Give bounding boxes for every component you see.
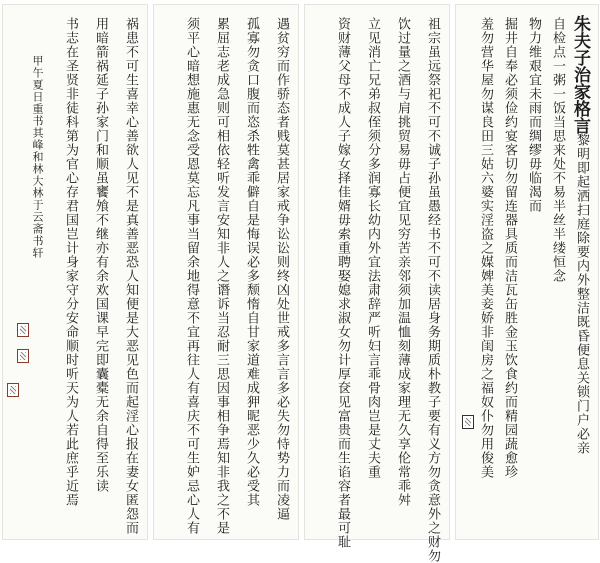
calligraphy-column: 饮过量之酒与肩挑贸易毋占便宜见穷苦亲邻须加温恤刻薄成家理无久享伦常乖舛 (395, 17, 410, 507)
calligraphy-column: 孤寡勿贪口腹而恣杀牲禽乖僻自是悔误必多颓惰自甘家道难成狎昵恶少久必受其 (244, 17, 259, 507)
calligraphy-column: 自检点一粥一饭当思来处不易半丝半缕恒念 (550, 17, 565, 283)
calligraphy-column: 书志在圣贤非徒科第为官心存君国岂计身家守分安命顺时听天为人若此庶乎近焉 (63, 17, 78, 507)
signature-inscription: 甲午夏日重书其峰和林大林于云斋书轩 (31, 55, 44, 259)
calligraphy-column: 掘井自奉必须俭约宴客切勿留连器具质而洁瓦缶胜金玉饮食约而精园蔬愈珍 (502, 17, 517, 479)
calligraphy-column: 羞勿营华屋勿谋良田三姑六婆实淫盗之媒婢美妾娇非闺房之福奴仆勿用俊美 (478, 17, 493, 479)
seal-stamp (7, 383, 19, 397)
calligraphy-column: 累屈志老成急则可相依轻听发言安知非人之谮诉当忍耐三思因事相争焉知非我之不是 (214, 17, 229, 535)
calligraphy-column: 资财薄父母不成人子嫁女择佳婿毋索重聘娶媳求淑女勿计厚奁见富贵而生谄容者最可耻 (335, 17, 350, 549)
calligraphy-column: 物力维艰宜未雨而绸缪毋临渴而 (526, 17, 541, 213)
calligraphy-column: 祖宗虽远祭祀不可不诚子孙虽愚经书不可不读居身务期质朴教子要有义方勿贪意外之财勿 (425, 17, 440, 563)
calligraphy-column: 立见消亡兄弟叔侄须分多润寡长幼内外宜法肃辞严听妇言乖骨肉岂是丈夫重 (365, 17, 380, 479)
seal-stamp (462, 415, 474, 429)
calligraphy-column: 须平心暗想施惠无念受恩莫忘凡事当留余地得意不宜再往人有喜庆不可生妒忌心人有 (184, 17, 199, 535)
calligraphy-column: 黎明即起洒扫庭除要内外整洁既昏便息关锁门户必亲 (574, 133, 589, 455)
seal-stamp (17, 349, 29, 363)
scroll-panel-1 (455, 4, 599, 540)
scroll-panel-4 (2, 4, 148, 540)
scroll-panel-2 (304, 4, 450, 563)
calligraphy-column: 朱夫子治家格言 (570, 15, 590, 134)
seal-stamp (17, 323, 29, 337)
calligraphy-column: 遇贫穷而作骄态者贱莫甚居家戒争讼讼则终凶处世戒多言言多必失勿恃势力而凌逼 (274, 17, 289, 521)
scroll-panel-3 (153, 4, 299, 540)
calligraphy-column: 用暗箭祸延子孙家门和顺虽饔飧不继亦有余欢国课早完即囊橐无余自得至乐读 (93, 17, 108, 493)
calligraphy-column: 祸患不可生喜幸心善欲人见不是真善恶恐人知便是大恶见色而起淫心报在妻女匿怨而 (123, 17, 138, 535)
